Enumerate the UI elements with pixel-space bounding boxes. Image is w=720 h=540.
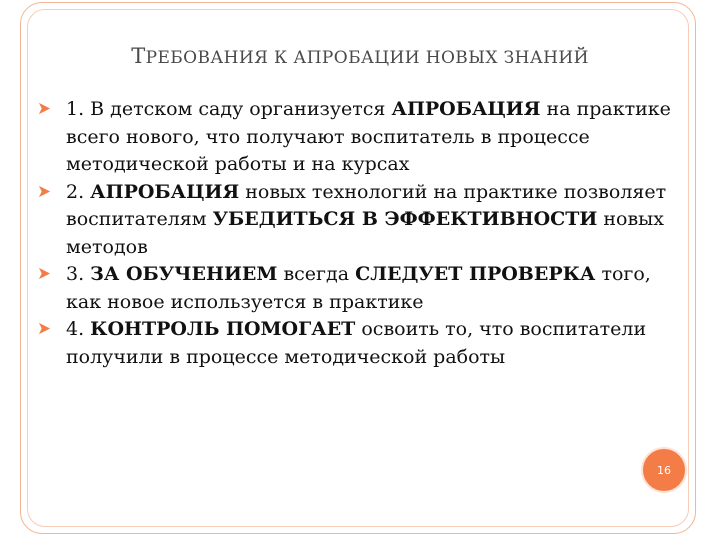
emphasis-text: КОНТРОЛЬ ПОМОГАЕТ	[90, 318, 356, 340]
body-text: 1. В детском саду организуется	[66, 98, 392, 120]
bullet-item	[37, 261, 677, 316]
title-rest: РЕБОВАНИЯ К АПРОБАЦИИ НОВЫХ ЗНАНИЙ	[145, 48, 589, 68]
bullet-item	[37, 316, 677, 371]
body-text: освоить то, что воспитатели получили в процессе методической работы	[66, 318, 647, 368]
page-number-badge	[641, 447, 687, 493]
bullet-item	[37, 179, 677, 262]
body-text: всегда	[277, 263, 356, 285]
body-text: 4.	[66, 318, 91, 340]
emphasis-text: ЗА ОБУЧЕНИЕМ	[90, 263, 278, 285]
body-text: 2.	[66, 180, 91, 203]
body-text: на практике всего нового, что получают воспитатель в процессе методической работы и на курсах	[66, 98, 671, 175]
bullet-item	[37, 96, 677, 179]
arrow-right-icon	[38, 102, 51, 115]
arrow-right-icon	[38, 322, 51, 335]
page-number: 16	[657, 463, 671, 477]
body-text: 3.	[66, 263, 91, 285]
body-text: новых технологий на практике позволяет воспитателям	[66, 180, 667, 230]
emphasis-text: УБЕДИТЬСЯ В ЭФФЕКТИВНОСТИ	[212, 208, 598, 230]
body-text: того, как новое используется в практике	[66, 263, 651, 313]
emphasis-text: АПРОБАЦИЯ	[90, 180, 240, 203]
emphasis-text: СЛЕДУЕТ ПРОВЕРКА	[355, 263, 596, 285]
arrow-right-icon	[38, 185, 51, 198]
emphasis-text: АПРОБАЦИЯ	[391, 98, 541, 120]
slide-title	[0, 44, 720, 68]
title-initial: Т	[131, 44, 146, 68]
arrow-right-icon	[38, 267, 51, 280]
bullet-list	[37, 96, 677, 371]
body-text: новых методов	[66, 208, 665, 258]
